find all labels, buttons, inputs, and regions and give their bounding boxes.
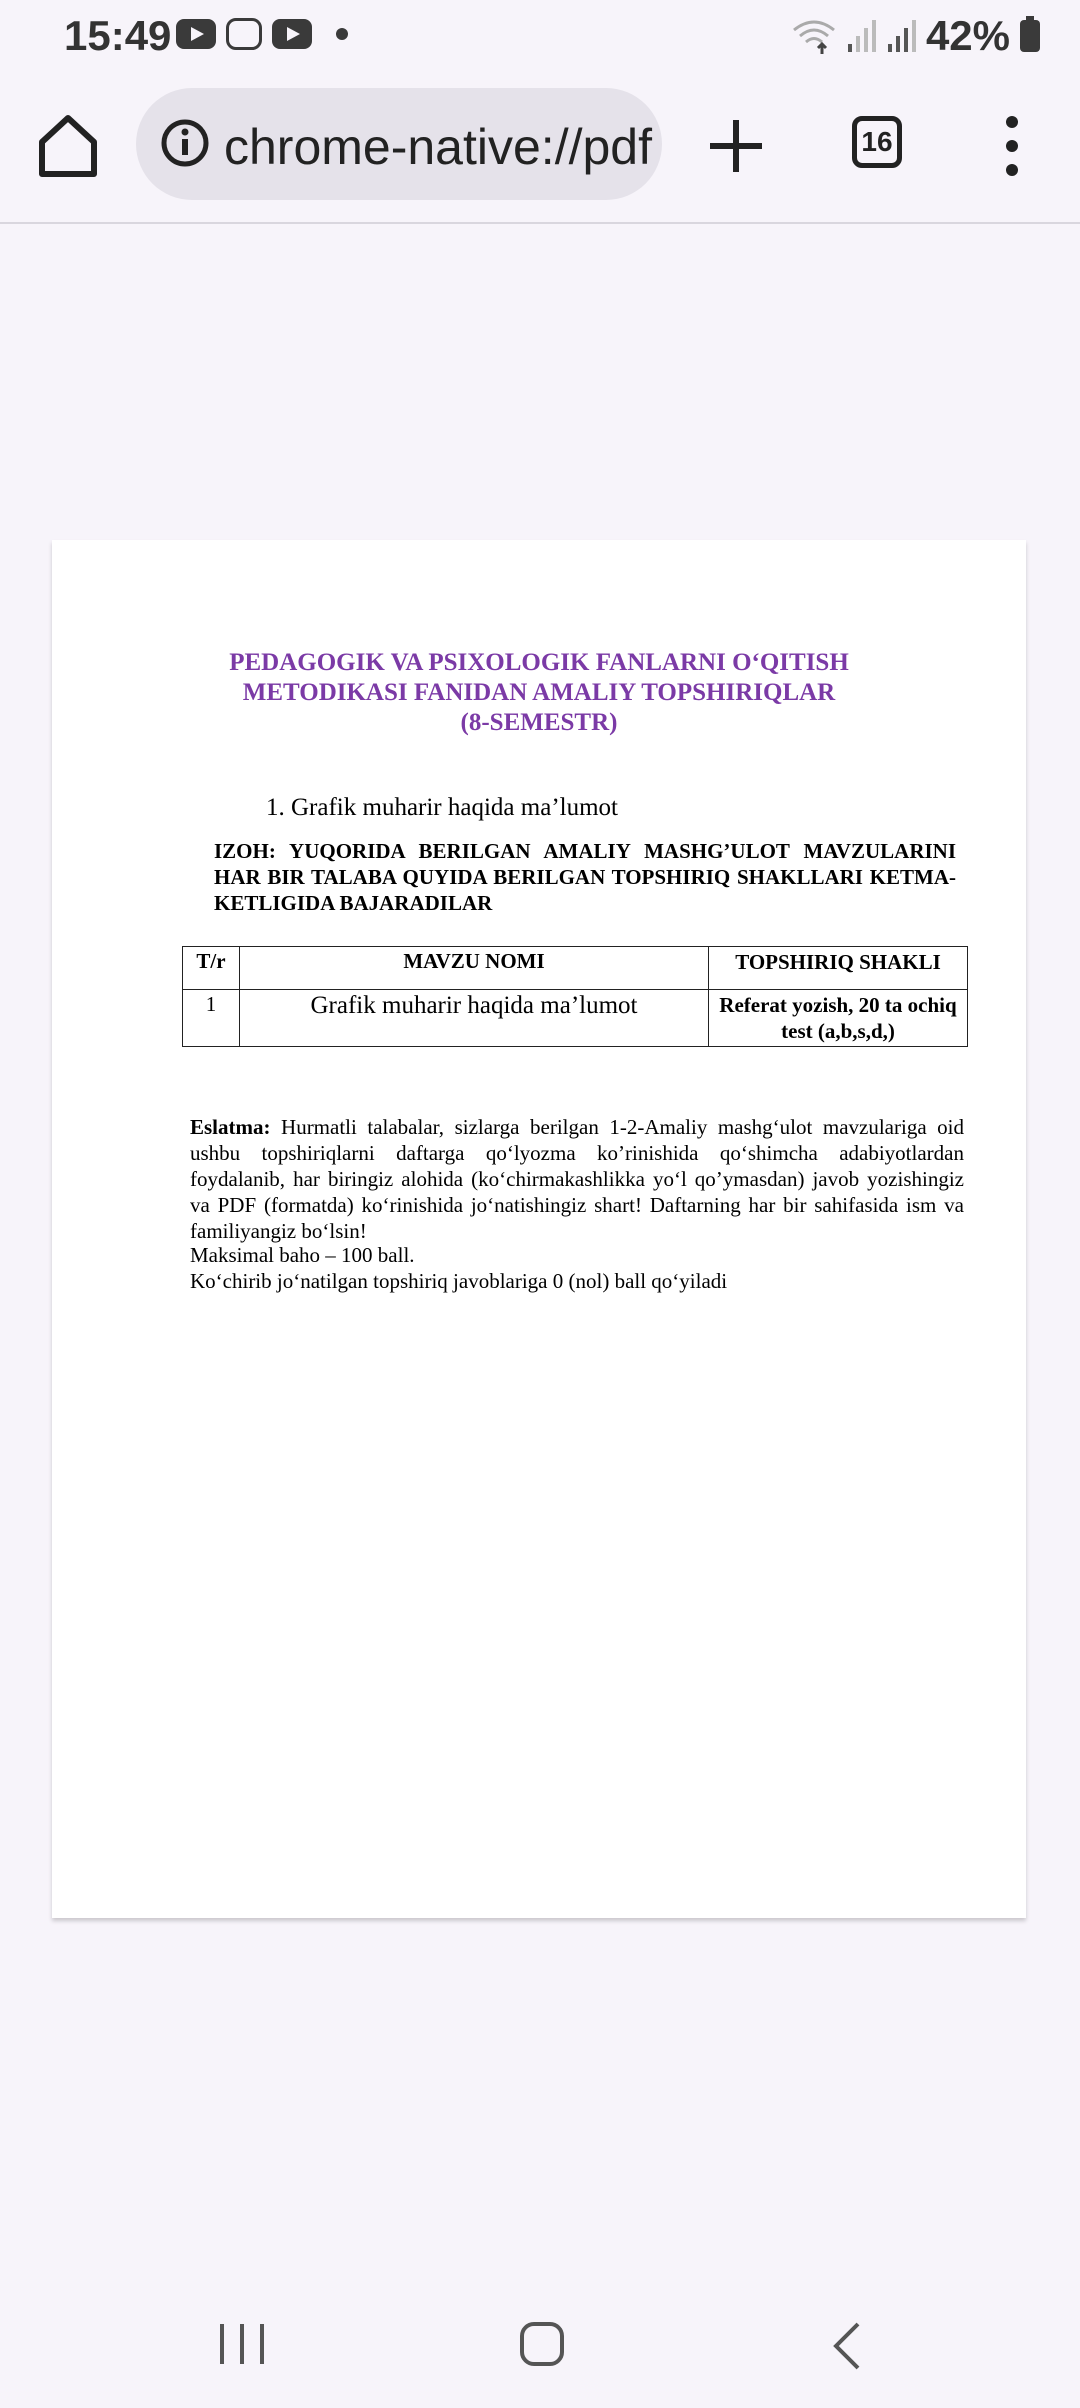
- status-bar: [0, 0, 1080, 72]
- app-icon: [226, 18, 262, 50]
- table-cell: Grafik muharir haqida ma’lumot: [240, 990, 709, 1047]
- note-label: Eslatma:: [190, 1115, 271, 1139]
- note-paragraph: [190, 1114, 964, 1244]
- recent-apps-icon[interactable]: [220, 2324, 264, 2368]
- tab-count: 16: [861, 126, 893, 157]
- address-bar[interactable]: [136, 88, 662, 200]
- browser-toolbar: [0, 72, 1080, 224]
- wifi-icon: [792, 18, 836, 54]
- copy-warning-text: Ko‘chirib jo‘natilgan topshiriq javoblariga 0 (nol) ball qo‘yiladi: [190, 1269, 728, 1293]
- youtube-icon: [272, 19, 312, 49]
- max-score-text: Maksimal baho – 100 ball.: [190, 1243, 415, 1267]
- table-header: TOPSHIRIQ SHAKLI: [709, 947, 968, 990]
- signal-icon: [846, 20, 876, 52]
- table-cell: 1: [183, 990, 240, 1047]
- signal-icon: [886, 20, 916, 52]
- notification-dot-icon: [336, 28, 348, 40]
- battery-icon: [1020, 20, 1040, 52]
- pdf-page[interactable]: [52, 540, 1026, 1918]
- home-icon[interactable]: [36, 112, 100, 180]
- info-icon[interactable]: [160, 118, 210, 168]
- tab-switcher-button[interactable]: [852, 116, 902, 168]
- clock: 15:49: [64, 12, 172, 59]
- battery-percent: 42%: [925, 12, 1010, 59]
- task-table: [182, 946, 968, 1047]
- topic-list-item: 1. Grafik muharir haqida ma’lumot: [266, 794, 618, 821]
- izoh-paragraph: IZOH: YUQORIDA BERILGAN AMALIY MASHG’ULOT MAVZULARINI HAR BIR TALABA QUYIDA BERILGAN TOPSHIRIQ SHAKLLARI KETMA-KETLIGIDA BAJARADILAR: [214, 839, 956, 915]
- title-line-3: (8-SEMESTR): [460, 709, 618, 736]
- url-text[interactable]: chrome-native://pdf: [224, 119, 652, 175]
- table-header: MAVZU NOMI: [240, 947, 709, 990]
- system-nav-bar: [0, 2290, 1080, 2408]
- title-line-1: PEDAGOGIK VA PSIXOLOGIK FANLARNI O‘QITISH: [229, 649, 849, 676]
- document-title: [52, 648, 1026, 738]
- note-text: Hurmatli talabalar, sizlarga berilgan 1-2-Amaliy mashg‘ulot mavzulariga oid ushbu topshiriqlarni daftarga qo‘lyozma ko’rinishida qo‘shimcha adabiyotlardan foydalanib, har biringiz alohida (ko‘chirmakashlikka yo‘l qo’ymasdan) javob yozishingiz va PDF (formatda) ko‘rinishida jo‘natishingiz shart! Daftarning har bir sahifasida ism va familiyangiz bo‘lsin!: [190, 1115, 964, 1243]
- home-nav-icon[interactable]: [520, 2322, 564, 2366]
- youtube-icon: [176, 19, 216, 49]
- table-cell: Referat yozish, 20 ta ochiq test (a,b,s,d,): [709, 990, 968, 1047]
- title-line-2: METODIKASI FANIDAN AMALIY TOPSHIRIQLAR: [242, 679, 836, 706]
- back-icon[interactable]: [828, 2320, 868, 2372]
- table-header: T/r: [183, 947, 240, 990]
- more-vert-icon[interactable]: [1000, 114, 1024, 178]
- plus-icon[interactable]: [704, 110, 768, 182]
- table-row: [183, 990, 968, 1047]
- table-header-row: [183, 947, 968, 990]
